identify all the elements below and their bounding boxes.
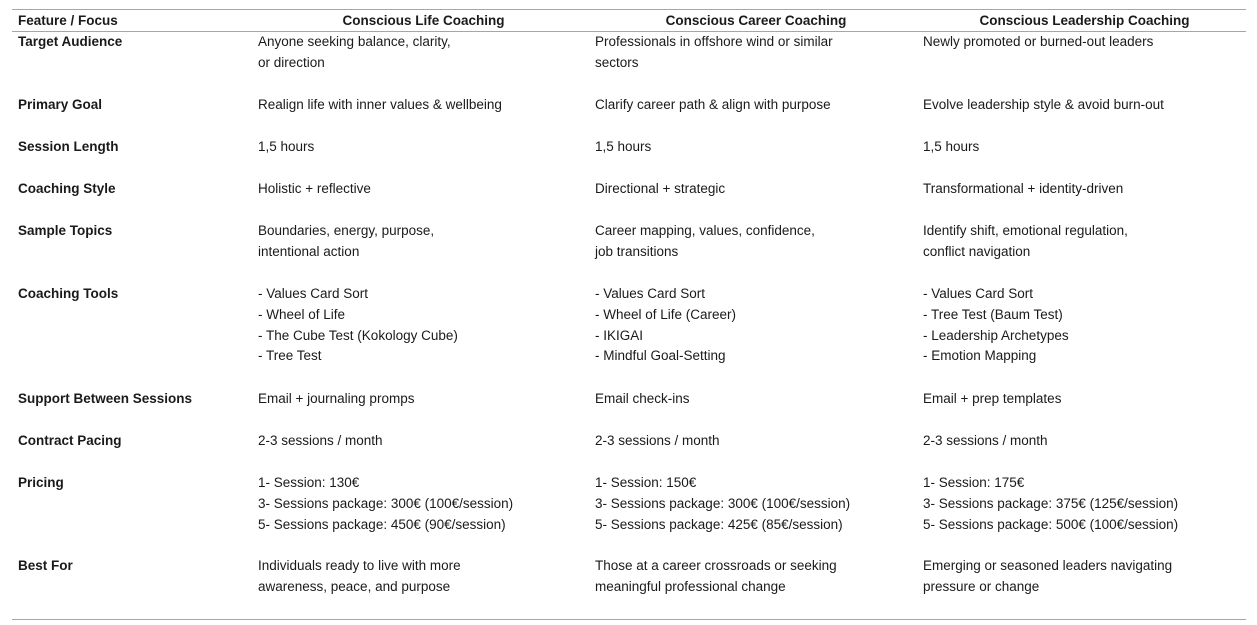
row-label: Best For: [18, 558, 73, 573]
row-label: Support Between Sessions: [18, 391, 193, 406]
header-feature-focus: Feature / Focus: [18, 13, 118, 28]
row-label: Contract Pacing: [18, 433, 122, 448]
life-coaching-cell: Boundaries, energy, purpose, intentional action: [258, 223, 435, 259]
row-label: Pricing: [18, 475, 64, 490]
career-coaching-cell: Email check-ins: [595, 391, 690, 406]
career-coaching-cell: 1,5 hours: [595, 139, 652, 154]
row-label: Coaching Tools: [18, 286, 119, 301]
career-coaching-cell: Clarify career path & align with purpose: [595, 97, 831, 112]
row-label: Target Audience: [18, 34, 123, 49]
header-leadership-coaching: Conscious Leadership Coaching: [979, 13, 1190, 28]
header-career-coaching: Conscious Career Coaching: [665, 13, 847, 28]
leadership-coaching-cell: Evolve leadership style & avoid burn-out: [923, 97, 1164, 112]
header-row: [12, 10, 1246, 32]
life-coaching-cell: Individuals ready to live with more awareness, peace, and purpose: [258, 558, 461, 594]
career-coaching-cell: Professionals in offshore wind or similar sectors: [595, 34, 833, 70]
life-coaching-cell: - Values Card Sort - Wheel of Life - The Cube Test (Kokology Cube) - Tree Test: [258, 286, 458, 364]
leadership-coaching-cell: Transformational + identity-driven: [923, 181, 1124, 196]
career-coaching-cell: - Values Card Sort - Wheel of Life (Career) - IKIGAI - Mindful Goal-Setting: [595, 286, 737, 364]
row-support-between-sessions: [12, 389, 1246, 431]
life-coaching-cell: Holistic + reflective: [258, 181, 371, 196]
life-coaching-cell: 1,5 hours: [258, 139, 315, 154]
leadership-coaching-cell: 2-3 sessions / month: [923, 433, 1048, 448]
career-coaching-cell: 1- Session: 150€ 3- Sessions package: 300€ (100€/session) 5- Sessions package: 425€ (85€/session): [595, 475, 851, 532]
leadership-coaching-cell: Newly promoted or burned-out leaders: [923, 34, 1154, 49]
leadership-coaching-cell: - Values Card Sort - Tree Test (Baum Test) - Leadership Archetypes - Emotion Mapping: [923, 286, 1069, 364]
leadership-coaching-cell: 1,5 hours: [923, 139, 980, 154]
row-primary-goal: [12, 95, 1246, 137]
life-coaching-cell: Email + journaling promps: [258, 391, 415, 406]
life-coaching-cell: 1- Session: 130€ 3- Sessions package: 300€ (100€/session) 5- Sessions package: 450€ (90€/session): [258, 475, 514, 532]
career-coaching-cell: Those at a career crossroads or seeking meaningful professional change: [595, 558, 837, 594]
life-coaching-cell: Realign life with inner values & wellbeing: [258, 97, 502, 112]
leadership-coaching-cell: Emerging or seasoned leaders navigating pressure or change: [923, 558, 1173, 594]
row-label: Coaching Style: [18, 181, 116, 196]
row-label: Sample Topics: [18, 223, 113, 238]
header-life-coaching: Conscious Life Coaching: [342, 13, 505, 28]
row-sample-topics: [12, 221, 1246, 284]
leadership-coaching-cell: Identify shift, emotional regulation, conflict navigation: [923, 223, 1128, 259]
leadership-coaching-cell: Email + prep templates: [923, 391, 1062, 406]
row-coaching-tools: [12, 284, 1246, 389]
life-coaching-cell: Anyone seeking balance, clarity, or direction: [258, 34, 451, 70]
row-contract-pacing: [12, 431, 1246, 473]
career-coaching-cell: 2-3 sessions / month: [595, 433, 720, 448]
row-target-audience: [12, 32, 1246, 96]
life-coaching-cell: 2-3 sessions / month: [258, 433, 383, 448]
row-coaching-style: [12, 179, 1246, 221]
career-coaching-cell: Career mapping, values, confidence, job transitions: [595, 223, 815, 259]
row-session-length: [12, 137, 1246, 179]
career-coaching-cell: Directional + strategic: [595, 181, 726, 196]
leadership-coaching-cell: 1- Session: 175€ 3- Sessions package: 375€ (125€/session) 5- Sessions package: 500€ (100€/session): [923, 475, 1179, 532]
coaching-comparison-table: [12, 9, 1246, 620]
row-pricing: [12, 473, 1246, 556]
row-label: Primary Goal: [18, 97, 103, 112]
row-label: Session Length: [18, 139, 119, 154]
row-best-for: [12, 556, 1246, 620]
